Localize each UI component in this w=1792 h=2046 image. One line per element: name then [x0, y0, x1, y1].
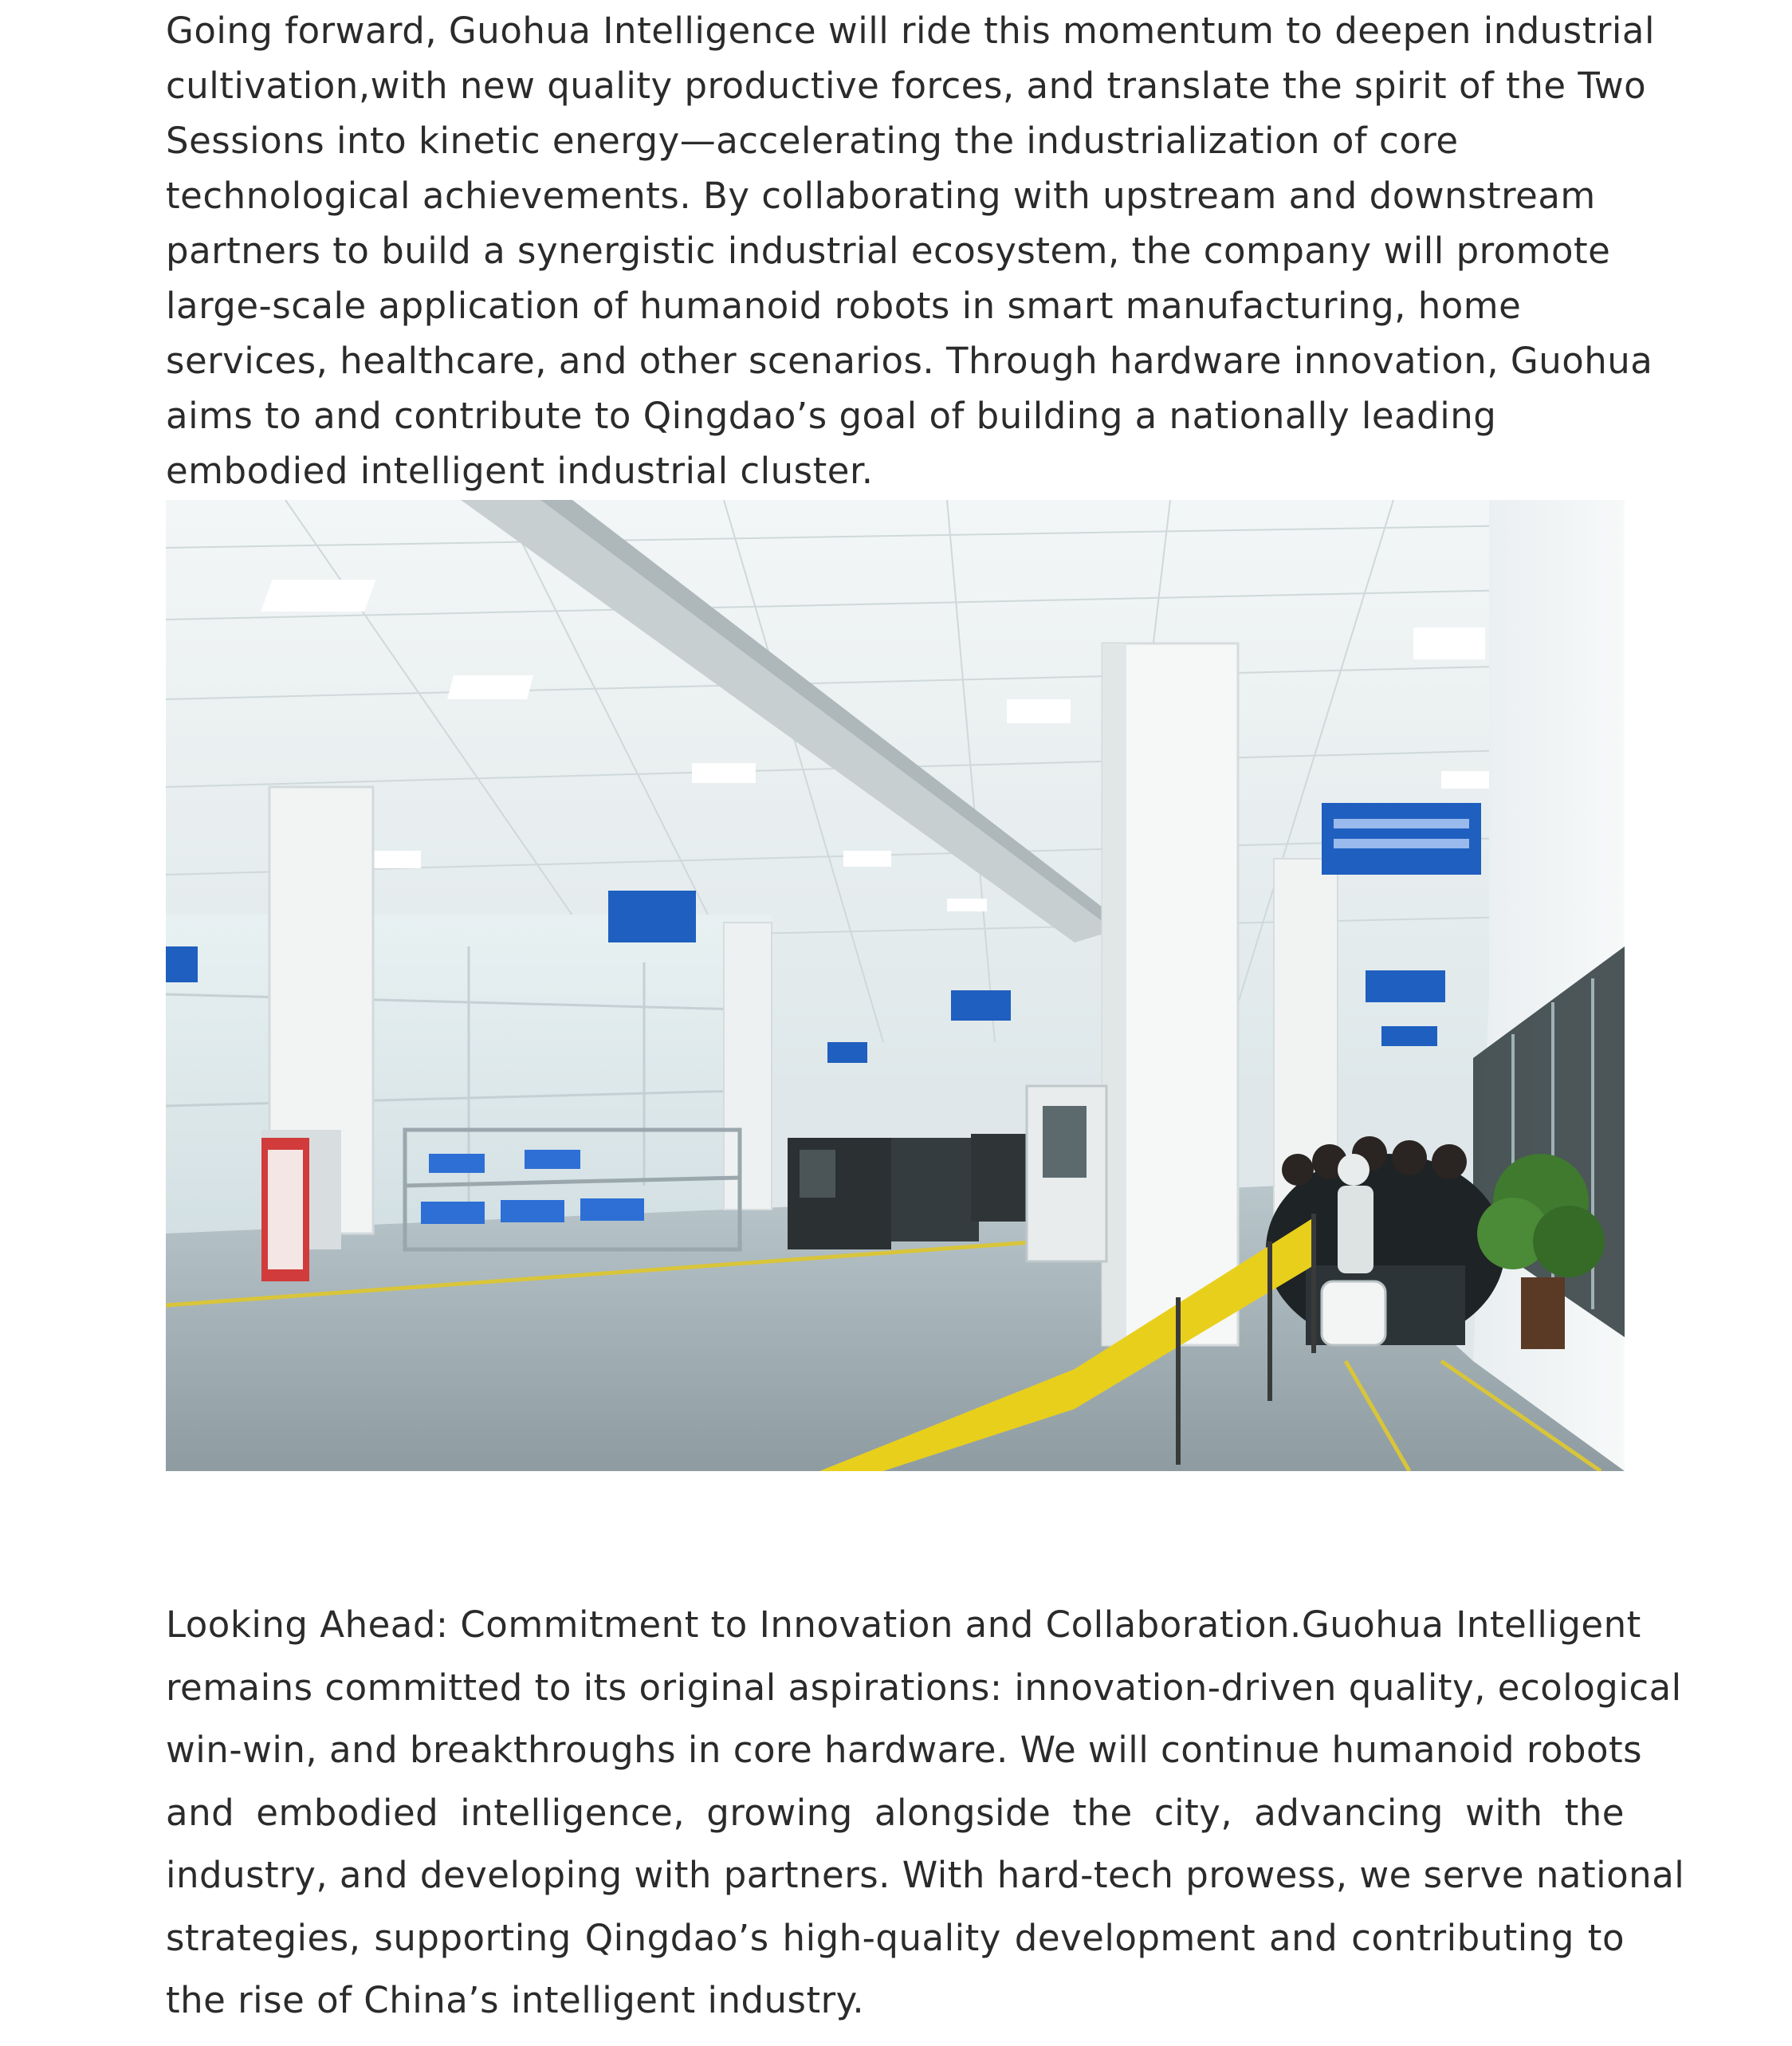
paragraph-line: industry, and developing with partners. With hard-tech prowess, we serve national	[166, 1854, 1685, 1896]
paragraph-line: cultivation,with new quality productive forces, and translate the spirit of the Two	[166, 65, 1647, 107]
paragraph-line: aims to and contribute to Qingdao’s goal of building a nationally leading	[166, 395, 1497, 437]
paragraph-line: services, healthcare, and other scenarios. Through hardware innovation, Guohua	[166, 340, 1653, 382]
paragraph-line: Going forward, Guohua Intelligence will ride this momentum to deepen industrial	[166, 10, 1655, 52]
column	[724, 923, 772, 1210]
factory-floor-illustration	[166, 500, 1625, 1471]
paragraph-line: large-scale application of humanoid robots in smart manufacturing, home	[166, 285, 1522, 327]
paragraph-looking-ahead	[166, 1594, 1685, 2032]
paragraph-line: embodied intelligent industrial cluster.	[166, 450, 874, 492]
paragraph-line: and embodied intelligence, growing alongside the city, advancing with the	[166, 1791, 1625, 1834]
paragraph-line: win-win, and breakthroughs in core hardware. We will continue humanoid robots	[166, 1729, 1643, 1771]
paragraph-line: remains committed to its original aspirations: innovation-driven quality, ecological	[166, 1666, 1682, 1709]
paragraph-line: the rise of China’s intelligent industry.	[166, 1979, 865, 2021]
paragraph-line: technological achievements. By collaborating with upstream and downstream	[166, 175, 1596, 217]
paragraph-line: strategies, supporting Qingdao’s high-quality development and contributing to	[166, 1916, 1625, 1959]
paragraph-line: Looking Ahead: Commitment to Innovation and Collaboration.Guohua Intelligent	[166, 1603, 1641, 1646]
paragraph-line: partners to build a synergistic industrial ecosystem, the company will promote	[166, 230, 1611, 272]
paragraph-going-forward	[166, 0, 1655, 498]
factory-floor-photo	[166, 500, 1625, 1471]
article-body	[166, 0, 1685, 2032]
paragraph-line: Sessions into kinetic energy—accelerating the industrialization of core	[166, 120, 1459, 162]
